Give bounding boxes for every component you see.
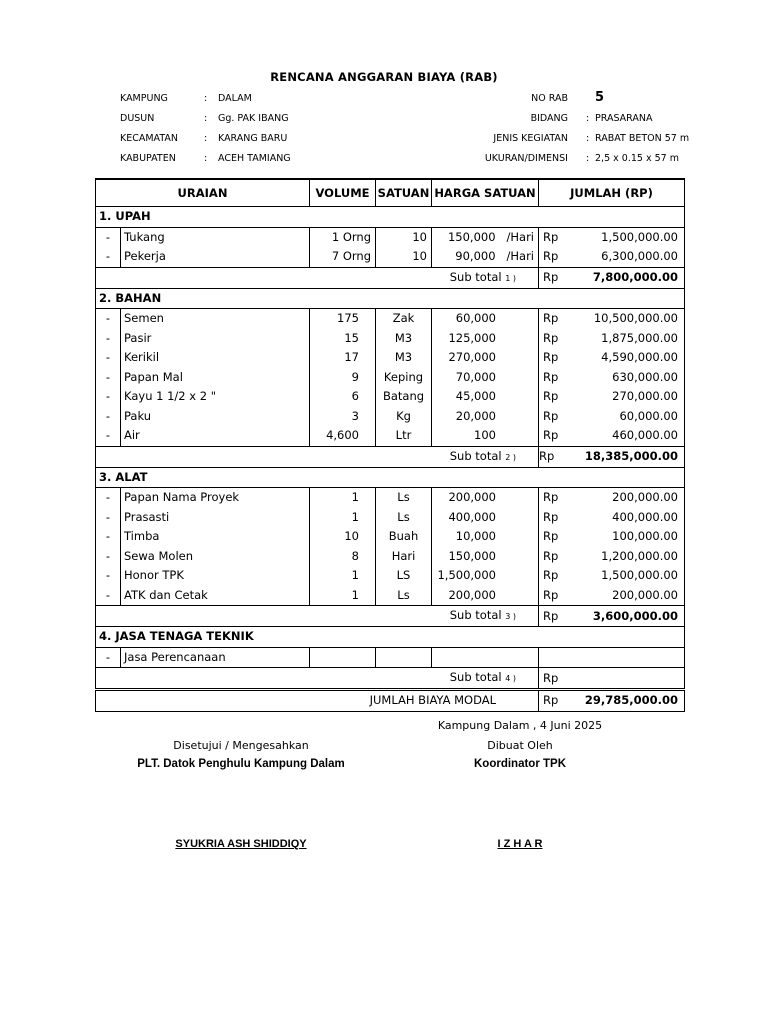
total-label: JUMLAH BIAYA MODAL (96, 690, 539, 712)
place-date: Kampung Dalam , 4 Juni 2025 (437, 719, 603, 732)
item-rp: Rp (539, 368, 563, 388)
item-name: Paku (121, 407, 310, 427)
info-value: KARANG BARU (218, 133, 288, 144)
subtotal-value: 18,385,000.00 (563, 446, 685, 467)
row-dash: - (96, 586, 121, 606)
item-rp: Rp (539, 527, 563, 547)
table-row (96, 348, 685, 368)
item-harga (432, 647, 539, 668)
table-row (96, 309, 685, 329)
table-row (96, 407, 685, 427)
item-satuan: 10 (376, 227, 432, 247)
item-rp: Rp (539, 426, 563, 446)
row-dash: - (96, 247, 121, 267)
row-dash: - (96, 488, 121, 508)
info-label: KABUPATEN (120, 153, 176, 164)
item-satuan: Keping (376, 368, 432, 388)
subtotal-label (96, 267, 539, 288)
subtotal-text: Sub total (449, 269, 502, 284)
table-row (96, 426, 685, 446)
item-volume: 1 (310, 488, 376, 508)
item-name: Honor TPK (121, 566, 310, 586)
item-rp: Rp (539, 508, 563, 528)
row-dash: - (96, 647, 121, 668)
item-satuan: Ls (376, 586, 432, 606)
item-jumlah: 270,000.00 (563, 387, 685, 407)
item-jumlah: 1,200,000.00 (563, 547, 685, 567)
section-row (96, 207, 685, 228)
info-colon: : (204, 133, 208, 144)
item-rp: Rp (539, 586, 563, 606)
item-volume-unit: Orng (342, 229, 371, 244)
item-satuan: Zak (376, 309, 432, 329)
item-harga: 10,000 (432, 527, 539, 547)
info-colon: : (204, 93, 208, 104)
item-volume-value: 1 (331, 229, 340, 244)
header-harga-satuan: HARGA SATUAN (432, 179, 539, 207)
subtotal-text: Sub total (449, 448, 502, 463)
item-harga: 60,000 (432, 309, 539, 329)
item-satuan (376, 647, 432, 668)
item-satuan: Buah (376, 527, 432, 547)
item-harga: 150,000 (432, 547, 539, 567)
info-right (460, 90, 690, 173)
total-rp: Rp (539, 690, 563, 712)
row-dash: - (96, 508, 121, 528)
table-row (96, 508, 685, 528)
item-name: Kerikil (121, 348, 310, 368)
item-name: Jasa Perencanaan (121, 647, 310, 668)
info-value: PRASARANA (595, 113, 653, 124)
item-jumlah: 6,300,000.00 (563, 247, 685, 267)
row-dash: - (96, 348, 121, 368)
item-rp: Rp (539, 407, 563, 427)
item-satuan: M3 (376, 348, 432, 368)
item-jumlah: 200,000.00 (563, 586, 685, 606)
item-rp: Rp (539, 247, 563, 267)
item-jumlah: 100,000.00 (563, 527, 685, 547)
right-signatory-name: I Z H A R (497, 838, 543, 850)
total-row (96, 690, 685, 712)
table-row (96, 547, 685, 567)
item-satuan: Batang (376, 387, 432, 407)
item-satuan: Ls (376, 508, 432, 528)
item-jumlah: 1,500,000.00 (563, 227, 685, 247)
info-label: JENIS KEGIATAN (493, 133, 568, 144)
table-row (96, 647, 685, 668)
item-jumlah: 460,000.00 (563, 426, 685, 446)
info-label: BIDANG (530, 113, 568, 124)
table-row (96, 368, 685, 388)
item-satuan: Ltr (376, 426, 432, 446)
item-harga: 100 (432, 426, 539, 446)
item-volume: 15 (310, 329, 376, 349)
subtotal-rp: Rp (539, 606, 563, 627)
item-volume: 17 (310, 348, 376, 368)
item-harga-per: /Hari (506, 249, 534, 264)
subtotal-row (96, 267, 685, 288)
section-row (96, 467, 685, 488)
document-title: RENCANA ANGGARAN BIAYA (RAB) (270, 70, 498, 84)
subtotal-value (563, 668, 685, 690)
subtotal-number: 1 ) (505, 273, 516, 283)
item-name: Pasir (121, 329, 310, 349)
subtotal-number: 4 ) (505, 674, 516, 683)
section-row (96, 627, 685, 648)
subtotal-rp: Rp (539, 446, 563, 467)
item-volume: 1 (310, 586, 376, 606)
item-volume: 10 (310, 527, 376, 547)
item-name: Tukang (121, 227, 310, 247)
subtotal-label (96, 668, 539, 690)
info-value: 5 (595, 90, 605, 105)
right-role: Koordinator TPK (474, 758, 566, 770)
item-volume: 6 (310, 387, 376, 407)
item-name: Kayu 1 1/2 x 2 " (121, 387, 310, 407)
info-value: 2,5 x 0.15 x 57 m (595, 153, 679, 164)
info-left (120, 93, 320, 173)
subtotal-text: Sub total (449, 670, 502, 684)
table-row (96, 527, 685, 547)
subtotal-label (96, 446, 539, 467)
item-jumlah: 630,000.00 (563, 368, 685, 388)
table-row (96, 586, 685, 606)
item-name: Prasasti (121, 508, 310, 528)
row-dash: - (96, 227, 121, 247)
table-row (96, 247, 685, 267)
item-rp: Rp (539, 348, 563, 368)
section-title-alat: 3. ALAT (96, 467, 685, 488)
item-volume: 1 (310, 566, 376, 586)
item-satuan: 10 (376, 247, 432, 267)
info-label: KAMPUNG (120, 93, 168, 104)
item-jumlah: 400,000.00 (563, 508, 685, 528)
item-volume-unit: Orng (342, 249, 371, 264)
subtotal-text: Sub total (449, 608, 502, 622)
item-harga: 200,000 (432, 586, 539, 606)
info-colon: : (586, 153, 590, 164)
info-value: Gg. PAK IBANG (218, 113, 289, 124)
item-harga: 45,000 (432, 387, 539, 407)
subtotal-rp: Rp (539, 668, 563, 690)
item-name: Papan Mal (121, 368, 310, 388)
item-jumlah: 10,500,000.00 (563, 309, 685, 329)
subtotal-row (96, 446, 685, 467)
table-row (96, 227, 685, 247)
row-dash: - (96, 368, 121, 388)
item-satuan: Kg (376, 407, 432, 427)
info-label: NO RAB (531, 93, 568, 104)
rab-table (95, 178, 685, 712)
row-dash: - (96, 426, 121, 446)
info-colon: : (204, 153, 208, 164)
header-volume: VOLUME (310, 179, 376, 207)
section-title-bahan: 2. BAHAN (96, 288, 685, 309)
section-title-upah: 1. UPAH (96, 207, 685, 228)
item-volume-value: 7 (331, 249, 340, 264)
item-rp: Rp (539, 566, 563, 586)
total-value: 29,785,000.00 (563, 690, 685, 712)
subtotal-value: 3,600,000.00 (563, 606, 685, 627)
item-rp: Rp (539, 329, 563, 349)
table-header-row (96, 179, 685, 207)
item-jumlah: 60,000.00 (563, 407, 685, 427)
item-jumlah: 4,590,000.00 (563, 348, 685, 368)
row-dash: - (96, 309, 121, 329)
info-label: UKURAN/DIMENSI (484, 153, 568, 164)
item-harga: 200,000 (432, 488, 539, 508)
item-name: Sewa Molen (121, 547, 310, 567)
section-title-jasa: 4. JASA TENAGA TEKNIK (96, 627, 685, 648)
item-name: Papan Nama Proyek (121, 488, 310, 508)
section-row (96, 288, 685, 309)
info-value: DALAM (218, 93, 252, 104)
item-volume: 4,600 (310, 426, 376, 446)
item-rp (539, 647, 563, 668)
info-colon: : (586, 133, 590, 144)
item-harga: 125,000 (432, 329, 539, 349)
item-satuan: LS (376, 566, 432, 586)
item-volume (310, 227, 376, 247)
subtotal-label (96, 606, 539, 627)
left-role: PLT. Datok Penghulu Kampung Dalam (137, 758, 345, 770)
item-rp: Rp (539, 547, 563, 567)
subtotal-row (96, 668, 685, 690)
item-rp: Rp (539, 387, 563, 407)
right-caption: Dibuat Oleh (487, 739, 553, 752)
row-dash: - (96, 566, 121, 586)
item-jumlah: 200,000.00 (563, 488, 685, 508)
item-harga: 20,000 (432, 407, 539, 427)
item-harga (432, 247, 539, 267)
item-harga-per: /Hari (506, 229, 534, 244)
item-satuan: Ls (376, 488, 432, 508)
item-jumlah: 1,875,000.00 (563, 329, 685, 349)
item-volume: 175 (310, 309, 376, 329)
info-value: RABAT BETON 57 m (595, 133, 690, 144)
item-rp: Rp (539, 309, 563, 329)
item-name: Air (121, 426, 310, 446)
info-label: DUSUN (120, 113, 155, 124)
item-volume: 8 (310, 547, 376, 567)
item-harga-value: 90,000 (455, 249, 496, 264)
row-dash: - (96, 547, 121, 567)
subtotal-number: 2 ) (505, 452, 516, 462)
item-satuan: M3 (376, 329, 432, 349)
item-name: ATK dan Cetak (121, 586, 310, 606)
info-label: KECAMATAN (120, 133, 178, 144)
table-row (96, 387, 685, 407)
item-harga (432, 227, 539, 247)
subtotal-number: 3 ) (505, 612, 516, 621)
item-harga: 1,500,000 (432, 566, 539, 586)
info-colon: : (204, 113, 208, 124)
item-name: Timba (121, 527, 310, 547)
row-dash: - (96, 407, 121, 427)
item-name: Pekerja (121, 247, 310, 267)
item-name: Semen (121, 309, 310, 329)
header-satuan: SATUAN (376, 179, 432, 207)
item-rp: Rp (539, 227, 563, 247)
header-jumlah: JUMLAH (RP) (539, 179, 685, 207)
table-row (96, 566, 685, 586)
item-harga-value: 150,000 (447, 229, 496, 244)
left-signatory-name: SYUKRIA ASH SHIDDIQY (175, 838, 307, 850)
subtotal-row (96, 606, 685, 627)
item-satuan: Hari (376, 547, 432, 567)
item-volume: 1 (310, 508, 376, 528)
header-uraian: URAIAN (96, 179, 310, 207)
item-harga: 270,000 (432, 348, 539, 368)
item-jumlah: 1,500,000.00 (563, 566, 685, 586)
info-colon: : (586, 113, 590, 124)
item-harga: 70,000 (432, 368, 539, 388)
row-dash: - (96, 329, 121, 349)
table-row (96, 488, 685, 508)
info-value: ACEH TAMIANG (218, 153, 291, 164)
item-volume: 3 (310, 407, 376, 427)
item-volume (310, 247, 376, 267)
item-volume (310, 647, 376, 668)
row-dash: - (96, 527, 121, 547)
item-volume: 9 (310, 368, 376, 388)
subtotal-value: 7,800,000.00 (563, 267, 685, 288)
row-dash: - (96, 387, 121, 407)
item-rp: Rp (539, 488, 563, 508)
table-row (96, 329, 685, 349)
item-harga: 400,000 (432, 508, 539, 528)
item-jumlah (563, 647, 685, 668)
left-caption: Disetujui / Mengesahkan (173, 739, 309, 752)
subtotal-rp: Rp (539, 267, 563, 288)
